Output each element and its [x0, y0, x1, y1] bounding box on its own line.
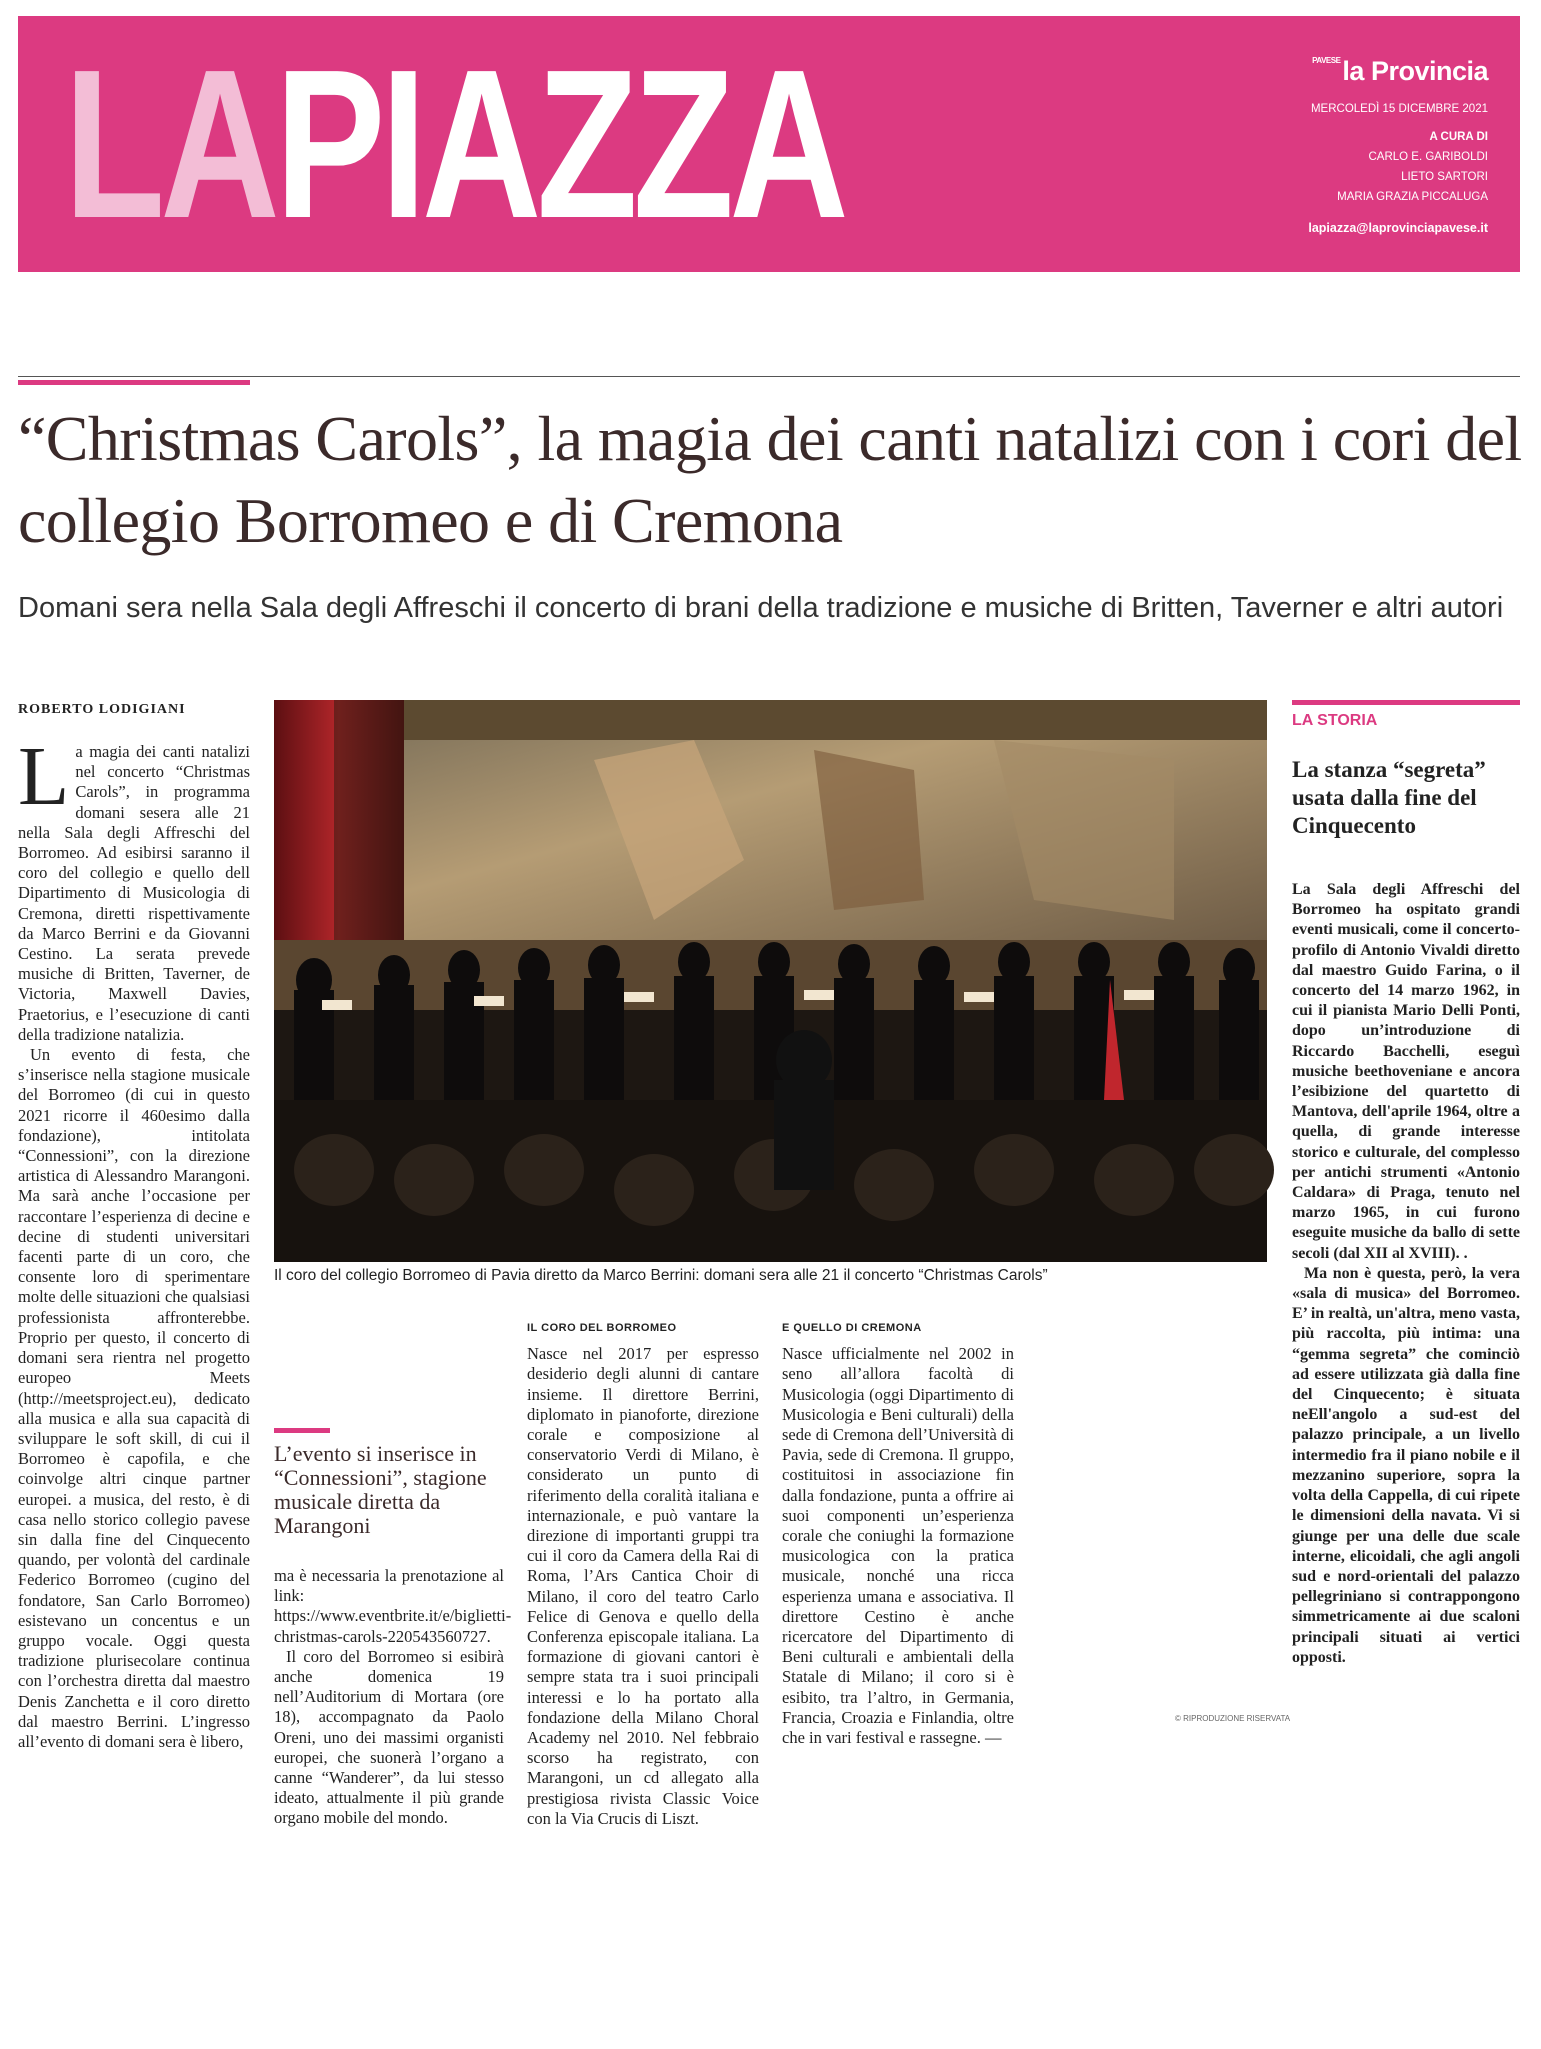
- curator-name: CARLO E. GARIBOLDI: [1368, 151, 1488, 163]
- logo-piazza: PIAZZA: [275, 25, 845, 262]
- accent-bar: [18, 380, 250, 385]
- curator-name: MARIA GRAZIA PICCALUGA: [1337, 191, 1488, 203]
- paragraph: ma è necessaria la prenotazione al link: https://www.eventbrite.it/e/biglietti-christmas-carols-220543560727.: [274, 1566, 512, 1646]
- byline: ROBERTO LODIGIANI: [18, 702, 186, 717]
- curated-by-label: A CURA DI: [1429, 131, 1488, 143]
- paragraph: Ma non è questa, però, la vera «sala di musica» del Borromeo. E’ in realtà, un'altra, meno vasta, più raccolta, più intima: una “gemma segreta” che cominciò ad essere utilizzata già dalla fine del Cinquecento; è situata neEll'angolo a sud-est del palazzo principale, a un livello intermedio fra il piano nobile e il mezzanino superiore, sopra la volta della Cappella, di cui ripete le dimensioni della navata. Vi si giunge per una delle due scale interne, elicoidali, che agli angoli sud e nord-orientali del palazzo pellegriniano si contrappongono simmetricamente ai due scaloni principali situati ai vertici opposti.: [1292, 1264, 1520, 1666]
- logo-la: LA: [64, 25, 276, 262]
- paragraph: La Sala degli Affreschi del Borromeo ha ospitato grandi eventi musicali, come il concerto-profilo di Antonio Vivaldi diretto dal maestro Guido Farina, o il concerto del 14 marzo 1962, in cui il pianista Mario Delli Ponti, dopo un’introduzione di Riccardo Bacchelli, eseguì musiche beethoveniane e ancora l’esibizione del quartetto di Mantova, dell'aprile 1964, oltre a quella, di grande interesse storico e culturale, del complesso per antichi strumenti «Antonio Caldara» di Praga, tenuto nel marzo 1965, in cui furono eseguite musiche da ballo di sette secoli (dal XII al XVIII). .: [1292, 881, 1520, 1262]
- subhead: IL CORO DEL BORROMEO: [527, 1322, 677, 1334]
- concert-photo: [274, 700, 1267, 1262]
- pullquote-bar: [274, 1428, 330, 1433]
- subheadline: Domani sera nella Sala degli Affreschi il concerto di brani della tradizione e musiche di Britten, Taverner e altri autori: [18, 592, 1504, 624]
- section-logo: [64, 25, 845, 262]
- newspaper-logo: [1148, 56, 1488, 87]
- header-rule: [18, 376, 1520, 377]
- paragraph: Un evento di festa, che s’inserisce nella stagione musicale del Borromeo (di cui in questo 2021 ricorre il 460esimo dalla fondazione), intitolata “Connessioni”, con la direzione artistica di Alessandro Marangoni. Ma sarà anche l’occasione per raccontare l’esperienza di decine e decine di studenti universitari facenti parte di un coro, che consente loro di sperimentare molte delle situazioni che qualsiasi professionista affronterebbe. Proprio per questo, il concerto di domani sera rientra nel progetto europeo Meets (http://meetsproject.eu), dedicato alla musica e alla sua capacità di sviluppare le soft skill, di cui il Borromeo è capofila, e che coinvolge altri cinque partner europei. a musica, del resto, è di casa nello storico collegio pavese sin dalla fine del Cinquecento quando, per volontà del cardinale Federico Borromeo (cugino del fondatore, San Carlo Borromeo) esistevano un concentus e un gruppo vocale. Oggi questa tradizione plurisecolare continua con l’orchestra diretta dal maestro Denis Zanchetta e il coro diretto dal maestro Berrini. L’ingresso all’evento di domani sera è libero,: [18, 1045, 250, 1751]
- article-column-2-continued: [274, 1566, 512, 1829]
- curators: [1148, 127, 1488, 207]
- pullquote: L’evento si inserisce in “Connessioni”, stagione musicale diretta da Marangoni: [274, 1441, 487, 1538]
- masthead-info: [1148, 56, 1488, 235]
- sidebar-accent-bar: [1292, 700, 1520, 705]
- subhead: E QUELLO DI CREMONA: [782, 1322, 922, 1334]
- newspaper-name: la Provincia: [1342, 56, 1488, 86]
- curator-name: LIETO SARTORI: [1401, 171, 1488, 183]
- headline: “Christmas Carols”, la magia dei canti natalizi con i cori del collegio Borromeo e di Cremona: [18, 403, 1522, 556]
- paragraph: [18, 730, 250, 1045]
- paragraph: Il coro del Borromeo si esibirà anche domenica 19 nell’Auditorium di Mortara (ore 18), accompagnato da Paolo Oreni, uno dei massimi organisti europei, che suonerà l’organo a canne “Wanderer”, da lui stesso ideato, attualmente il più grande organo mobile del mondo.: [274, 1646, 504, 1828]
- article-column-3: [527, 1300, 759, 1828]
- sidebar-label: LA STORIA: [1292, 712, 1378, 729]
- photo-caption: Il coro del collegio Borromeo di Pavia diretto da Marco Berrini: domani sera alle 21 il concerto “Christmas Carols”: [274, 1267, 1048, 1284]
- sidebar-body: [1292, 880, 1520, 1668]
- sidebar-title: La stanza “segreta” usata dalla fine del Cinquecento: [1292, 757, 1486, 838]
- paragraph: Nasce ufficialmente nel 2002 in seno all’allora facoltà di Musicologia (oggi Dipartimento di Musicologia e Beni culturali) della sede di Cremona dell’Università di Pavia, sede di Cremona. Il gruppo, costituitosi in associazione fin dalla fondazione, punta a offrire ai suoi componenti un’esperienza corale che coniughi la formazione musicologica con la pratica musicale, nonché una ricca esperienza umana e associativa. Il direttore Cestino è anche ricercatore del Dipartimento di Beni culturali e ambientali della Statale di Milano; il coro si è esibito, tra l’altro, in Germania, Francia, Croazia e Finlandia, oltre che in vari festival e rassegne. —: [782, 1344, 1014, 1748]
- copyright-notice: © RIPRODUZIONE RISERVATA: [1175, 1714, 1291, 1723]
- paragraph-text: a magia dei canti natalizi nel concerto “Christmas Carols”, in programma domani sesera alle 21 nella Sala degli Affreschi del Borromeo. Ad esibirsi saranno il coro del collegio e quello dell Dipartimento di Musicologia di Cremona, diretti rispettivamente da Marco Berrini e da Giovanni Cestino. La serata prevede musiche di Britten, Taverner, de Victoria, Maxwell Davies, Praetorius, e l’esecuzione di canti della tradizione natalizia.: [18, 742, 250, 1044]
- paragraph: Nasce nel 2017 per espresso desiderio degli alunni di cantare insieme. Il direttore Berrini, diplomato in pianoforte, direzione corale e composizione al conservatorio Verdi di Milano, è considerato un punto di riferimento della coralità italiana e internazionale, e può vantare la direzione di importanti gruppi tra cui il coro da Camera della Rai di Roma, l’Ars Cantica Choir di Milano, il coro del teatro Carlo Felice di Genova e quello della Conferenza episcopale italiana. La formazione di giovani cantori è sempre stata tra i suoi principali interessi e lo ha portato alla fondazione della Milano Choral Academy nel 2010. Nel febbraio scorso ha registrato, con Marangoni, un cd allegato alla prestigiosa rivista Classic Voice con la Via Crucis di Liszt.: [527, 1344, 759, 1828]
- masthead: [18, 16, 1520, 272]
- article-column-1: [18, 730, 250, 2049]
- drop-cap: L: [18, 730, 70, 823]
- issue-date: MERCOLEDÌ 15 DICEMBRE 2021: [1310, 103, 1488, 115]
- newspaper-logo-tag: PAVESE: [1312, 56, 1341, 65]
- contact-email[interactable]: lapiazza@laprovinciapavese.it: [1308, 221, 1488, 235]
- article-column-4: [782, 1300, 1014, 1748]
